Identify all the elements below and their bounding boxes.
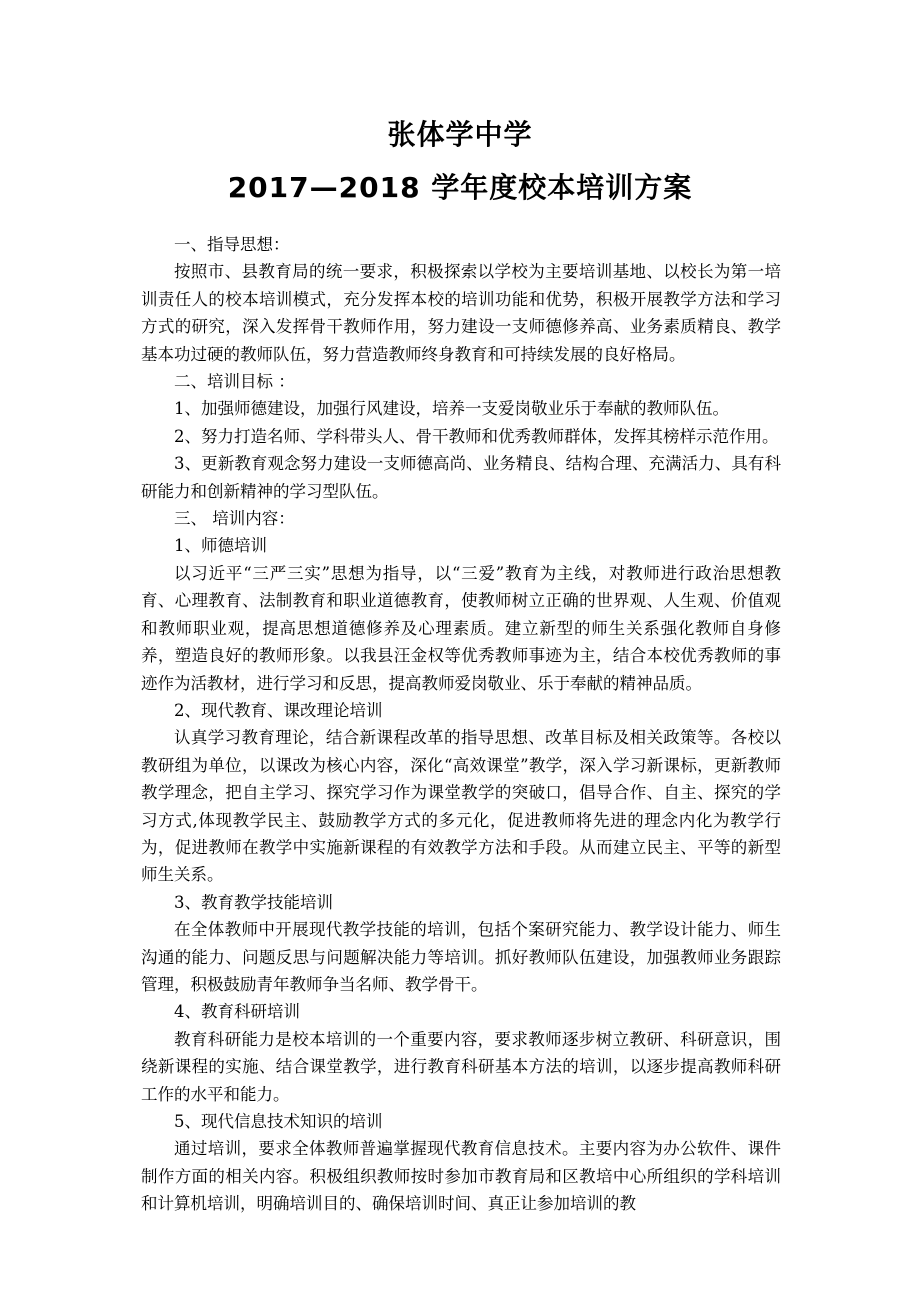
subsection-heading: 2、现代教育、课改理论培训 bbox=[174, 700, 383, 720]
subsection-heading: 1、师德培训 bbox=[174, 536, 267, 556]
section-heading: 三、 培训内容： bbox=[174, 509, 295, 529]
school-title: 张体学中学 bbox=[387, 118, 533, 151]
document-body bbox=[141, 231, 781, 1218]
section-heading: 二、培训目标 ： bbox=[174, 372, 295, 392]
subsection-heading: 4、教育科研培训 bbox=[174, 1002, 300, 1022]
list-item: 2、努力打造名师、学科带头人、骨干教师和优秀教师群体，发挥其榜样示范作用。 bbox=[174, 426, 779, 446]
list-item: 3、更新教育观念努力建设一支师德高尚、业务精良、结构合理、充满活力、具有科研能力和创新精神的学习型队伍。 bbox=[141, 454, 781, 501]
section-heading: 一、指导思想： bbox=[174, 235, 290, 254]
body-paragraph: 按照市、县教育局的统一要求，积极探索以学校为主要培训基地、以校长为第一培训责任人的校本培训模式，充分发挥本校的培训功能和优势，积极开展教学方法和学习方式的研究，深入发挥骨干教师作用，努力建设一支师德修养高、业务素质精良、教学基本功过硬的教师队伍，努力营造教师终身教育和可持续发展的良好格局。 bbox=[141, 262, 781, 364]
body-paragraph: 认真学习教育理论，结合新课程改革的指导思想、改革目标及相关政策等。各校以教研组为单位，以课改为核心内容，深化“高效课堂”教学，深入学习新课标，更新教师教学理念，把自主学习、探究学习作为课堂教学的突破口，倡导合作、自主、探究的学习方式,体现教学民主、鼓励教学方式的多元化，促进教师将先进的理念内化为教学行为，促进教师在教学中实施新课程的有效教学方法和手段。从而建立民主、平等的新型师生关系。 bbox=[141, 728, 781, 885]
body-paragraph: 在全体教师中开展现代教学技能的培训，包括个案研究能力、教学设计能力、师生沟通的能力、问题反思与问题解决能力等培训。抓好教师队伍建设，加强教师业务跟踪管理，积极鼓励青年教师争当名师、教学骨干。 bbox=[141, 920, 781, 994]
list-item: 1、加强师德建设，加强行风建设，培养一支爱岗敬业乐于奉献的教师队伍。 bbox=[174, 399, 729, 419]
body-paragraph: 通过培训，要求全体教师普遍掌握现代教育信息技术。主要内容为办公软件、课件制作方面的相关内容。积极组织教师按时参加市教育局和区教培中心所组织的学科培训和计算机培训，明确培训目的、确保培训时间、真正让参加培训的教 bbox=[141, 1139, 781, 1214]
subsection-heading: 3、教育教学技能培训 bbox=[174, 892, 333, 912]
body-paragraph: 教育科研能力是校本培训的一个重要内容，要求教师逐步树立教研、科研意识，围绕新课程的实施、结合课堂教学，进行教育科研基本方法的培训，以逐步提高教师科研工作的水平和能力。 bbox=[141, 1029, 781, 1104]
subsection-heading: 5、现代信息技术知识的培训 bbox=[174, 1112, 383, 1131]
body-paragraph: 以习近平“三严三实”思想为指导，以“三爱”教育为主线，对教师进行政治思想教育、心理教育、法制教育和职业道德教育，使教师树立正确的世界观、人生观、价值观和教师职业观，提高思想道德修养及心理素质。建立新型的师生关系强化教师自身修养，塑造良好的教师形象。以我县汪金权等优秀教师事迹为主，结合本校优秀教师的事迹作为活教材，进行学习和反思，提高教师爱岗敬业、乐于奉献的精神品质。 bbox=[141, 563, 781, 693]
plan-title: 2017—2018 学年度校本培训方案 bbox=[227, 171, 693, 204]
